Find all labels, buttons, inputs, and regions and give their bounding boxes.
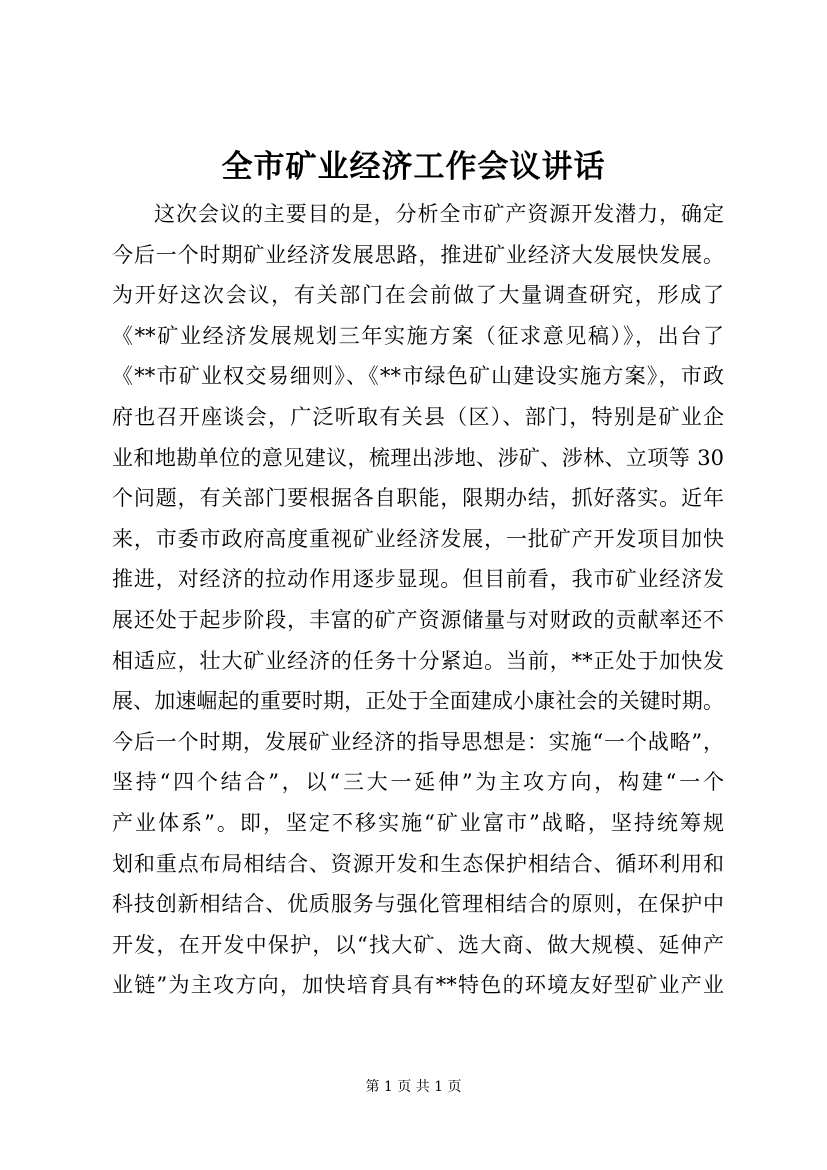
body-line: 展还处于起步阶段，丰富的矿产资源储量与对财政的贡献率还不 [112, 607, 724, 632]
body-line: 今后一个时期，发展矿业经济的指导思想是：实施“一个战略”， [112, 729, 724, 754]
document-body [112, 194, 724, 1006]
body-line: 相适应，壮大矿业经济的任务十分紧迫。当前，**正处于加快发 [112, 648, 724, 673]
body-line: 《**市矿业权交易细则》、《**市绿色矿山建设实施方案》，市政 [112, 364, 724, 389]
body-line: 产业体系”。即，坚定不移实施“矿业富市”战略，坚持统筹规 [112, 810, 724, 835]
body-line: 今后一个时期矿业经济发展思路，推进矿业经济大发展快发展。 [112, 242, 724, 267]
body-line: 个问题，有关部门要根据各自职能，限期办结，抓好落实。近年 [112, 486, 724, 511]
body-line: 科技创新相结合、优质服务与强化管理相结合的原则，在保护中 [112, 892, 724, 917]
body-line: 划和重点布局相结合、资源开发和生态保护相结合、循环利用和 [112, 851, 724, 876]
body-line: 坚持“四个结合”，以“三大一延伸”为主攻方向，构建“一个 [112, 770, 724, 795]
body-line: 业链”为主攻方向，加快培育具有**特色的环境友好型矿业产业 [112, 973, 724, 998]
body-line: 展、加速崛起的重要时期，正处于全面建成小康社会的关键时期。 [112, 689, 724, 714]
page-footer: 第 1 页 共 1 页 [365, 1079, 462, 1095]
body-line: 业和地勘单位的意见建议，梳理出涉地、涉矿、涉林、立项等 30 [112, 445, 724, 470]
body-line: 府也召开座谈会，广泛听取有关县（区）、部门，特别是矿业企 [112, 404, 724, 429]
document-title: 全市矿业经济工作会议讲话 [221, 149, 606, 185]
body-line: 为开好这次会议，有关部门在会前做了大量调查研究，形成了 [112, 283, 724, 308]
body-line: 《**矿业经济发展规划三年实施方案（征求意见稿）》，出台了 [112, 323, 724, 348]
body-line: 开发，在开发中保护，以“找大矿、选大商、做大规模、延伸产 [112, 932, 724, 957]
body-line: 推进，对经济的拉动作用逐步显现。但目前看，我市矿业经济发 [112, 567, 724, 592]
body-line: 来，市委市政府高度重视矿业经济发展，一批矿产开发项目加快 [112, 526, 724, 551]
body-line: 这次会议的主要目的是，分析全市矿产资源开发潜力，确定 [154, 202, 724, 226]
